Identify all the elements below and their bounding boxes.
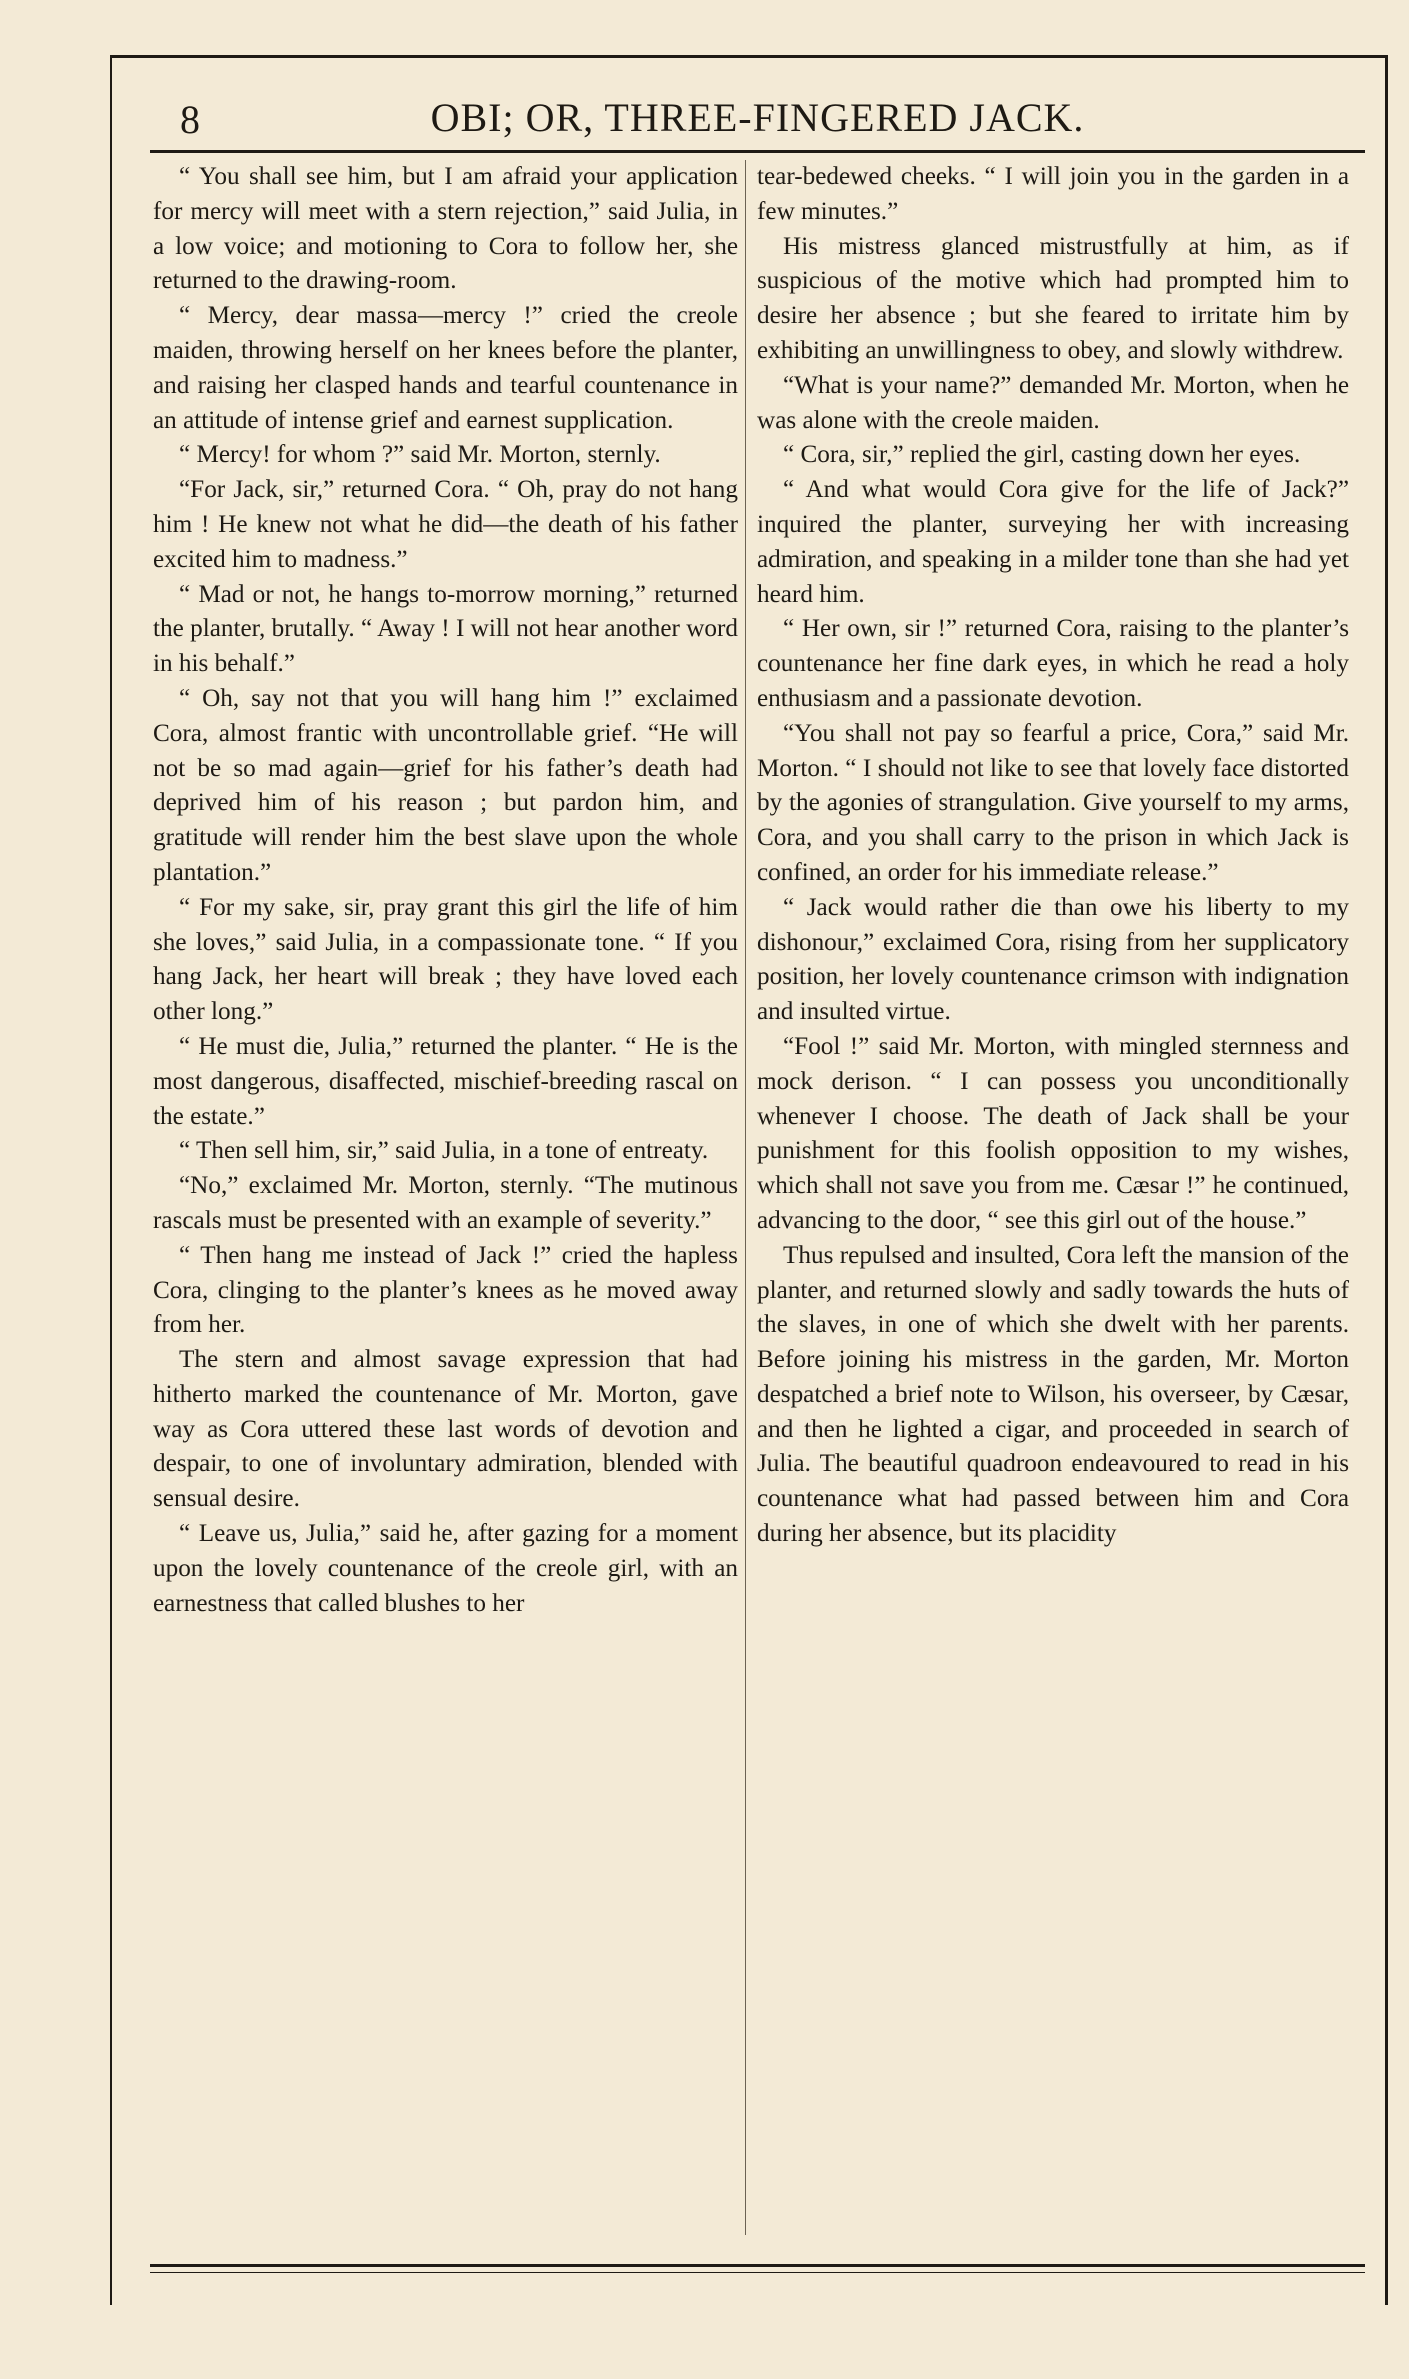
- paragraph: “ Then hang me instead of Jack !” cried the hapless Cora, clinging to the planter’s knees as he moved away from her.: [153, 1241, 738, 1339]
- paragraph: “ And what would Cora give for the life of Jack?” inquired the planter, surveying her with increasing admiration, and speaking in a milder tone than she had yet heard him.: [757, 476, 1349, 608]
- paragraph: “No,” exclaimed Mr. Morton, sternly. “The mutinous rascals must be presented with an example of severity.”: [153, 1172, 738, 1234]
- paragraph: “What is your name?” demanded Mr. Morton, when he was alone with the creole maiden.: [757, 371, 1349, 434]
- page-number: 8: [180, 97, 200, 142]
- right-column: [757, 160, 1349, 1552]
- paragraph: “For Jack, sir,” returned Cora. “ Oh, pray do not hang him ! He knew not what he did—the death of his father excited him to madness.”: [153, 476, 738, 573]
- page-header: [150, 90, 1365, 153]
- column-divider: [745, 160, 746, 2235]
- paragraph: “You shall not pay so fearful a price, Cora,” said Mr. Morton. “ I should not like to see that lovely face distorted by the agonies of strangulation. Give yourself to my arms, Cora, and you shall carry to the prison in which Jack is confined, an order for his immediate release.”: [757, 719, 1349, 886]
- paragraph: “ Mercy, dear massa—mercy !” cried the creole maiden, throwing herself on her knees before the planter, and raising her clasped hands and tearful countenance in an attitude of intense grief and earnest supplication.: [153, 302, 738, 434]
- paragraph: “Fool !” said Mr. Morton, with mingled sternness and mock derison. “ I can possess you unconditionally whenever I choose. The death of Jack shall be your punishment for this foolish opposition to my wishes, which shall not save you from me. Cæsar !” he continued, advancing to the door, “ see this girl out of the house.”: [757, 1032, 1349, 1234]
- paragraph: “ Mercy! for whom ?” said Mr. Morton, sternly.: [179, 441, 661, 469]
- paragraph: Thus repulsed and insulted, Cora left the mansion of the planter, and returned slowly and sadly towards the huts of the slaves, in one of which she dwelt with her parents. Before joining his mistress in the garden, Mr. Morton despatched a brief note to Wilson, his overseer, by Cæsar, and then he lighted a cigar, and proceeded in search of Julia. The beautiful quadroon endeavoured to read in his countenance what had passed between him and Cora during her absence, but its placidity: [757, 1241, 1349, 1548]
- paragraph: “ Jack would rather die than owe his liberty to my dishonour,” exclaimed Cora, rising from her supplicatory position, her lovely countenance crimson with indignation and insulted virtue.: [757, 893, 1349, 1026]
- paragraph: “ Oh, say not that you will hang him !” exclaimed Cora, almost frantic with uncontrollable grief. “He will not be so mad again—grief for his father’s death had deprived him of his reason ; but pardon him, and gratitude will render him the best slave upon the whole plantation.”: [153, 684, 738, 886]
- paragraph: “ Cora, sir,” replied the girl, casting down her eyes.: [783, 441, 1301, 469]
- paragraph: “ He must die, Julia,” returned the planter. “ He is the most dangerous, disaffected, mischief-breeding rascal on the estate.”: [153, 1032, 738, 1130]
- paragraph: “ Mad or not, he hangs to-morrow morning,” returned the planter, brutally. “ Away ! I will not hear another word in his behalf.”: [153, 580, 738, 678]
- paragraph: “ Then sell him, sir,” said Julia, in a tone of entreaty.: [179, 1137, 709, 1165]
- paragraph: The stern and almost savage expression that had hitherto marked the countenance of Mr. Morton, gave way as Cora uttered these last words of devotion and despair, to one of involuntary admiration, blended with sensual desire.: [153, 1346, 738, 1513]
- paragraph: “ You shall see him, but I am afraid your application for mercy will meet with a stern rejection,” said Julia, in a low voice; and motioning to Cora to follow her, she returned to the drawing-room.: [153, 163, 738, 295]
- paragraph: “ For my sake, sir, pray grant this girl the life of him she loves,” said Julia, in a compassionate tone. “ If you hang Jack, her heart will break ; they have loved each other long.”: [153, 893, 738, 1026]
- paragraph-continued: tear-bedewed cheeks. “ I will join you in the garden in a few minutes.”: [757, 163, 1349, 225]
- running-title: OBI; OR, THREE-FINGERED JACK.: [430, 95, 1085, 140]
- paragraph: His mistress glanced mistrustfully at him, as if suspicious of the motive which had prompted him to desire her absence ; but she feared to irritate him by exhibiting an unwillingness to obey, and slowly withdrew.: [757, 232, 1349, 364]
- paragraph: “ Leave us, Julia,” said he, after gazing for a moment upon the lovely countenance of the creole girl, with an earnestness that called blushes to her: [153, 1520, 738, 1617]
- left-column: [153, 160, 738, 1621]
- footer-rule-thin: [150, 2272, 1365, 2273]
- paragraph: “ Her own, sir !” returned Cora, raising to the planter’s countenance her fine dark eyes, in which he read a holy enthusiasm and a passionate devotion.: [757, 615, 1349, 712]
- footer-rule: [150, 2264, 1365, 2267]
